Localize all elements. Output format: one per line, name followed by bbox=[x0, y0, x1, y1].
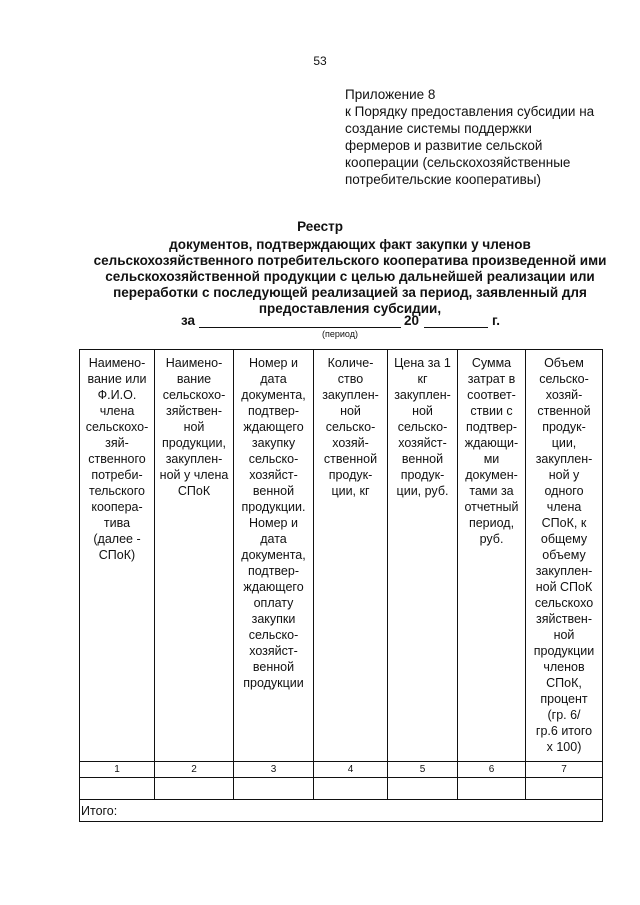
column-header-line: СПоК) bbox=[98, 548, 136, 562]
column-header-line: хозяйст- bbox=[398, 436, 447, 450]
column-header-line: закуплен- bbox=[165, 452, 223, 466]
total-label: Итого: bbox=[80, 800, 603, 822]
column-number: 4 bbox=[314, 762, 388, 778]
column-header-line: венной bbox=[252, 660, 295, 674]
column-header-line: хозяйст- bbox=[249, 468, 298, 482]
column-header-line: хозяйст- bbox=[249, 644, 298, 658]
column-header-line: ственного bbox=[88, 452, 146, 466]
column-header-line: хозяй- bbox=[545, 388, 583, 402]
column-header-line: ной у члена bbox=[159, 468, 229, 482]
column-header-line: потреби- bbox=[91, 468, 143, 482]
column-header-line: венной bbox=[401, 452, 444, 466]
column-header-line: докумен- bbox=[465, 468, 518, 482]
column-header-line: сельско- bbox=[325, 420, 376, 434]
column-header-line: Наимено- bbox=[165, 356, 223, 370]
column-header-line: члена bbox=[99, 404, 135, 418]
column-header-line: ной СПоК bbox=[535, 580, 593, 594]
column-header-line: вание bbox=[176, 372, 212, 386]
column-header bbox=[458, 350, 526, 762]
column-header-line: СПоК, bbox=[546, 676, 582, 690]
column-header-line: ждающи- bbox=[464, 436, 519, 450]
column-header bbox=[388, 350, 458, 762]
column-header-line: тами за bbox=[469, 484, 514, 498]
column-header-line: сельско- bbox=[539, 372, 589, 386]
column-header bbox=[314, 350, 388, 762]
column-header-line: ной bbox=[183, 420, 205, 434]
subtitle-line: сельскохозяйственной продукции с целью дальнейшей реализации или bbox=[105, 269, 595, 284]
column-header-line: СПоК, к bbox=[541, 516, 587, 530]
table-cell bbox=[458, 778, 526, 800]
column-header-line: ственной bbox=[323, 452, 378, 466]
table-cell bbox=[80, 778, 155, 800]
column-header-line: ции, кг bbox=[331, 484, 370, 498]
table-cell bbox=[526, 778, 603, 800]
table-row bbox=[80, 778, 603, 800]
column-header-line: оплату bbox=[253, 596, 294, 610]
appendix-line: Приложение 8 bbox=[345, 87, 436, 102]
column-header-line: подтвер- bbox=[465, 420, 518, 434]
column-header-line: зяй- bbox=[105, 436, 129, 450]
column-header-line: Номер и bbox=[249, 356, 298, 370]
column-header-line: Количе- bbox=[327, 356, 374, 370]
column-header-line: сельскохо- bbox=[162, 388, 226, 402]
year-suffix: г. bbox=[492, 313, 501, 328]
column-header-line: сельско- bbox=[248, 452, 299, 466]
column-header-line: ной bbox=[553, 628, 575, 642]
column-header-line: венной bbox=[252, 484, 295, 498]
column-number-row bbox=[80, 762, 603, 778]
table-cell bbox=[388, 778, 458, 800]
subtitle-line: переработки с последующей реализацией за период, заявленный для bbox=[113, 285, 587, 300]
column-header-line: Ф.И.О. bbox=[97, 388, 137, 402]
column-header-line: закуплен- bbox=[322, 388, 379, 402]
subtitle-line: документов, подтверждающих факт закупки у членов bbox=[169, 237, 531, 252]
column-number: 3 bbox=[234, 762, 314, 778]
column-header-line: ной bbox=[340, 404, 361, 418]
appendix-line: потребительские кооперативы) bbox=[345, 172, 542, 187]
column-header-line: хозяй- bbox=[332, 436, 369, 450]
column-number: 6 bbox=[458, 762, 526, 778]
period-blank bbox=[199, 327, 401, 328]
column-header-line: процент bbox=[540, 692, 588, 706]
column-header-line: продукции. bbox=[241, 500, 306, 514]
column-header-line: ной у bbox=[548, 468, 580, 482]
column-header-line: документа, bbox=[241, 388, 306, 402]
column-header-line: гр.6 итого bbox=[535, 724, 593, 738]
column-header-line: ной bbox=[412, 404, 433, 418]
column-header-line: ции, bbox=[551, 436, 577, 450]
column-header-line: продук- bbox=[542, 420, 586, 434]
column-header-line: отчетный bbox=[464, 500, 519, 514]
register-table bbox=[79, 349, 603, 822]
year-blank bbox=[424, 327, 488, 328]
column-number: 5 bbox=[388, 762, 458, 778]
column-header-line: закуплен- bbox=[535, 564, 593, 578]
year-prefix: 20 bbox=[404, 313, 420, 328]
period-hint: (период) bbox=[322, 329, 358, 339]
register-subtitle bbox=[80, 237, 620, 317]
column-header-line: общему bbox=[540, 532, 588, 546]
column-header-line: Объем bbox=[544, 356, 584, 370]
column-header-line: соответ- bbox=[467, 388, 516, 402]
column-header-line: сельско- bbox=[248, 628, 299, 642]
column-header-line: сельскохо bbox=[534, 596, 594, 610]
appendix-line: создание системы поддержки bbox=[345, 121, 532, 136]
subtitle-line: сельскохозяйственного потребительского кооператива произведенной ими bbox=[93, 253, 607, 268]
column-header-line: СПоК bbox=[177, 484, 211, 498]
column-header-line: ствии с bbox=[470, 404, 513, 418]
column-header-line: ции, руб. bbox=[396, 484, 449, 498]
column-header-line: дата bbox=[260, 532, 287, 546]
column-header-line: сельско- bbox=[397, 420, 448, 434]
column-header-line: членов bbox=[543, 660, 585, 674]
column-number: 2 bbox=[155, 762, 234, 778]
column-header-line: дата bbox=[260, 372, 287, 386]
column-header-line: ственной bbox=[537, 404, 591, 418]
column-header-line: подтвер- bbox=[247, 564, 300, 578]
column-header-line: ждающего bbox=[243, 580, 304, 594]
page-number: 53 bbox=[313, 54, 327, 68]
column-header-line: ство bbox=[337, 372, 364, 386]
column-header-line: одного bbox=[544, 484, 584, 498]
column-header-line: период, bbox=[468, 516, 515, 530]
column-header-line: закупку bbox=[251, 436, 296, 450]
table-cell bbox=[155, 778, 234, 800]
table-cell bbox=[314, 778, 388, 800]
column-header-line: документа, bbox=[241, 548, 306, 562]
column-header-line: затрат в bbox=[467, 372, 516, 386]
column-header-line: объему bbox=[542, 548, 586, 562]
period-prefix: за bbox=[181, 313, 196, 328]
column-header-line: продук- bbox=[400, 468, 445, 482]
column-header-line: х 100) bbox=[546, 740, 582, 754]
column-header-line: ждающего bbox=[243, 420, 304, 434]
column-header-line: закуплен- bbox=[535, 452, 593, 466]
column-header-line: Цена за 1 bbox=[394, 356, 451, 370]
appendix-line: кооперации (сельскохозяйственные bbox=[345, 155, 571, 170]
table-cell bbox=[234, 778, 314, 800]
column-header-line: (далее - bbox=[93, 532, 141, 546]
column-header-line: продукции bbox=[533, 644, 595, 658]
column-header-line: зяйствен- bbox=[166, 404, 222, 418]
appendix-line: фермеров и развитие сельской bbox=[345, 138, 543, 153]
appendix-note bbox=[345, 86, 615, 188]
column-header-line: Сумма bbox=[471, 356, 512, 370]
column-number: 1 bbox=[80, 762, 155, 778]
column-header-line: руб. bbox=[479, 532, 504, 546]
column-header-line: вание или bbox=[87, 372, 147, 386]
column-header-line: кг bbox=[417, 372, 428, 386]
column-number: 7 bbox=[526, 762, 603, 778]
column-header bbox=[155, 350, 234, 762]
appendix-line: к Порядку предоставления субсидии на bbox=[345, 104, 595, 119]
column-header-line: продук- bbox=[328, 468, 373, 482]
table-header-row bbox=[80, 350, 603, 762]
column-header-line: тельского bbox=[89, 484, 145, 498]
column-header-line: подтвер- bbox=[247, 404, 300, 418]
column-header-line: продукции bbox=[243, 676, 304, 690]
column-header bbox=[234, 350, 314, 762]
column-header-line: закуплен- bbox=[394, 388, 451, 402]
column-header bbox=[526, 350, 603, 762]
subtitle-line: предоставления субсидии, bbox=[258, 301, 442, 316]
column-header-line: ми bbox=[483, 452, 500, 466]
column-header-line: тива bbox=[103, 516, 131, 530]
column-header-line: Номер и bbox=[249, 516, 298, 530]
column-header bbox=[80, 350, 155, 762]
column-header-line: зяйствен- bbox=[536, 612, 592, 626]
column-header-line: Наимено- bbox=[88, 356, 146, 370]
column-header-line: продукции, bbox=[161, 436, 226, 450]
column-header-line: сельскохо- bbox=[85, 420, 149, 434]
column-header-line: члена bbox=[546, 500, 582, 514]
column-header-line: закупки bbox=[251, 612, 296, 626]
total-row bbox=[80, 800, 603, 822]
column-header-line: (гр. 6/ bbox=[547, 708, 581, 722]
column-header-line: коопера- bbox=[91, 500, 143, 514]
register-title: Реестр bbox=[297, 219, 343, 234]
